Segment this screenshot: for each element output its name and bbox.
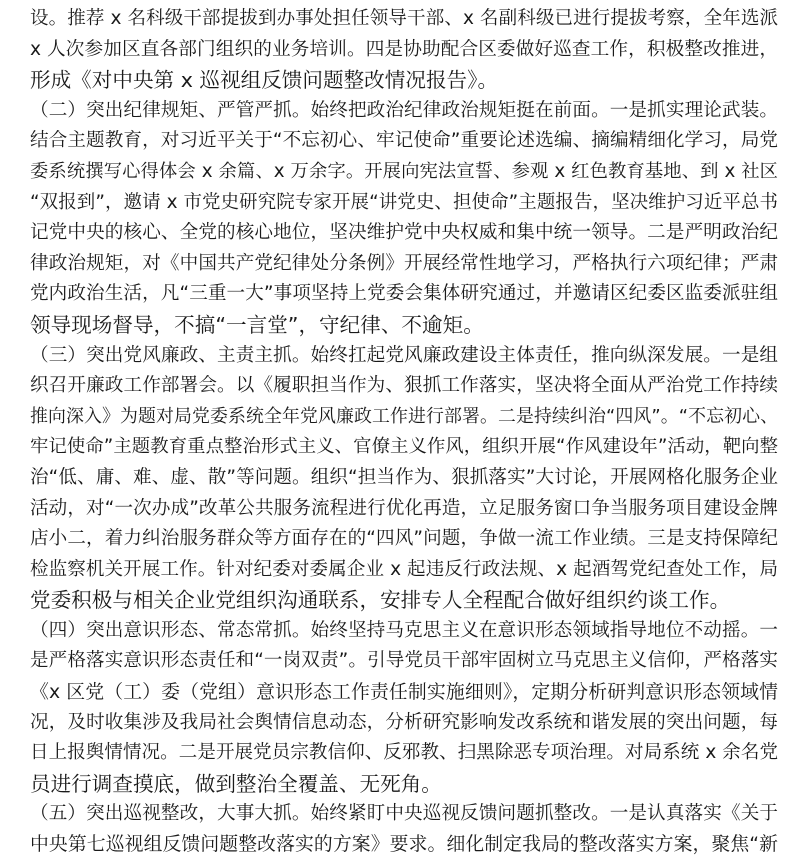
text-line-15: 牢记使命”主题教育重点整治形式主义、官僚主义作风，组织开展“作风建设年”活动，靶向整 xyxy=(30,436,778,458)
text-line-6: 委系统撰写心得体会 x 余篇、x 万余字。开展向宪法宣誓、参观 x 红色教育基地、到 x 社区 xyxy=(30,160,778,182)
text-line-11: 领导现场督导，不搞“一言堂”，守纪律、不逾矩。 xyxy=(30,312,484,337)
text-line-19: 检监察机关开展工作。针对纪委对委属企业 x 起违反行政法规、x 起酒驾党纪查处工作，局 xyxy=(30,558,778,580)
text-line-10: 党内政治生活，凡“三重一大”事项坚持上党委会集体研究通过，并邀请区纪委区监委派驻组 xyxy=(30,283,778,305)
text-line-7: “双报到”，邀请 x 市党史研究院专家开展“讲党史、担使命”主题报告，坚决维护习近平总书 xyxy=(30,191,778,213)
section-2-heading-line: （二）突出纪律规矩、严管严抓。始终把政治纪律政治规矩挺在前面。一是抓实理论武装。 xyxy=(30,99,778,121)
section-4-heading-line: （四）突出意识形态、常态常抓。始终坚持马克思主义在意识形态领域指导地位不动摇。一 xyxy=(30,619,778,641)
text-line-1: 设。推荐 x 名科级干部提拔到办事处担任领导干部、x 名副科级已进行提拔考察，全年选派 xyxy=(30,8,778,29)
section-5-heading-line: （五）突出巡视整改，大事大抓。始终紧盯中央巡视反馈问题抓整改。一是认真落实《关于 xyxy=(30,803,778,825)
text-line-9: 律政治规矩，对《中国共产党纪律处分条例》开展经常性地学习，严格执行六项纪律；严肃 xyxy=(30,252,778,274)
text-line-13: 织召开廉政工作部署会。以《履职担当作为、狠抓工作落实，坚决将全面从严治党工作持续 xyxy=(30,375,778,397)
text-line-14: 推向深入》为题对局党委系统全年党风廉政工作进行部署。二是持续纠治“四风”。“不忘初心、 xyxy=(30,405,778,427)
text-line-3: 形成《对中央第 x 巡视组反馈问题整改情况报告》。 xyxy=(30,68,499,93)
document-page xyxy=(30,4,778,861)
text-line-17: 活动，对“一次办成”改革公共服务流程进行优化再造，立足服务窗口争当服务项目建设金牌 xyxy=(30,497,778,519)
section-3-heading-line: （三）突出党风廉政、主责主抓。始终扛起党风廉政建设主体责任，推向纵深发展。一是组 xyxy=(30,344,778,366)
text-line-2: x 人次参加区直各部门组织的业务培训。四是协助配合区委做好巡查工作，积极整改推进， xyxy=(30,38,778,60)
text-line-16: 治“低、庸、难、虚、散”等问题。组织“担当作为、狠抓落实”大讨论，开展网格化服务企业 xyxy=(30,466,778,488)
text-line-23: 《x 区党（工）委（党组）意识形态工作责任制实施细则》，定期分析研判意识形态领域情 xyxy=(30,681,778,704)
text-line-5: 结合主题教育，对习近平关于“不忘初心、牢记使命”重要论述选编、摘编精细化学习，局党 xyxy=(30,130,778,152)
text-line-8: 记党中央的核心、全党的核心地位，坚决维护党中央权威和集中统一领导。二是严明政治纪 xyxy=(30,222,778,244)
text-line-25: 日上报舆情情况。二是开展党员宗教信仰、反邪教、扫黑除恶专项治理。对局系统 x 余名党 xyxy=(30,742,778,764)
text-line-28: 中央第七巡视组反馈问题整改落实的方案》要求。细化制定我局的整改落实方案，聚焦“新 xyxy=(30,834,778,856)
text-line-26: 员进行调查摸底，做到整治全覆盖、无死角。 xyxy=(30,771,442,796)
text-line-24: 况，及时收集涉及我局社会舆情信息动态，分析研究影响发改系统和谐发展的突出问题，每 xyxy=(30,711,778,733)
text-line-20: 党委积极与相关企业党组织沟通联系，安排专人全程配合做好组织约谈工作。 xyxy=(30,588,731,613)
text-line-18: 店小二，着力纠治服务群众等方面存在的“四风”问题，争做一流工作业绩。三是支持保障纪 xyxy=(30,528,778,550)
text-line-22: 是严格落实意识形态责任和“一岗双责”。引导党员干部牢固树立马克思主义信仰，严格落实 xyxy=(30,650,778,672)
